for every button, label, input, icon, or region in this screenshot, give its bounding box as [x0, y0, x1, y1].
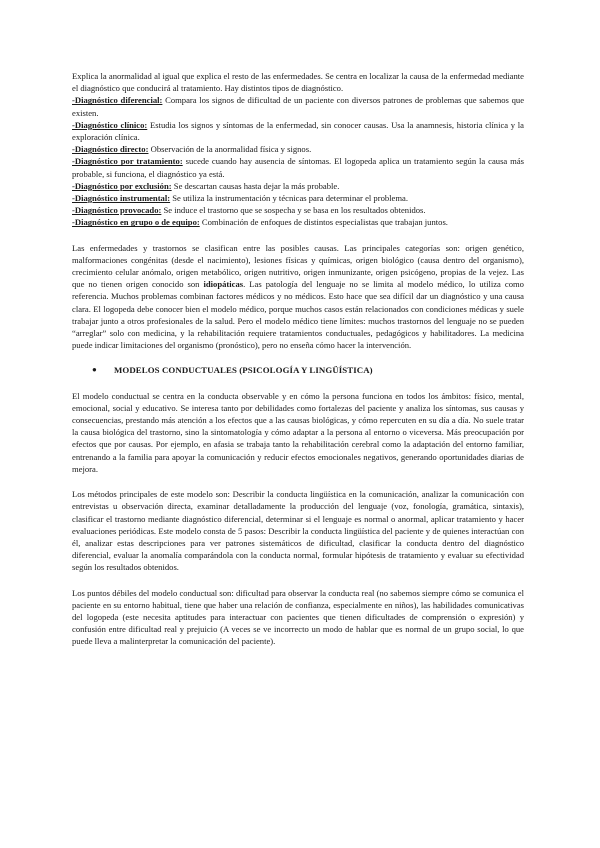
methods-paragraph: Los métodos principales de este modelo son: Describir la conducta lingüística en la comunicación, analizar la comunicación con entrevistas u observación directa, examinar detalladamente la producción del lenguaje (voz, fonología, gramática, sintaxis), clasificar el trastorno mediante diagnóstico diferencial, determinar si el lenguaje es normal o anormal, aplicar tratamiento y hacer evaluaciones periódicas. Este modelo consta de 5 pasos: Describir la conducta lingüística del paciente y de quienes interactúan con él, analizar estas descripciones para ver patrones sistemáticos de dificultad, clasificar la conducta dentro del diagnóstico diferencial, evaluar la anomalía comparándola con la conducta normal, formular hipótesis de tratamiento y evaluar su efectividad según los resultados obtenidos.: [72, 489, 524, 573]
diagnostic-item: [72, 204, 524, 216]
diagnostic-term: -Diagnóstico instrumental:: [72, 193, 171, 204]
paragraph-spacer: [72, 351, 524, 364]
bullet-icon: ●: [92, 365, 97, 375]
diagnostic-text: Se descartan causas hasta dejar la más probable.: [171, 180, 340, 191]
diagnostic-term: -Diagnóstico clínico:: [72, 119, 148, 130]
idiopathic-term: idiopáticas: [203, 279, 244, 290]
causes-text-start: Las enfermedades y trastornos se clasifican entre las posibles causas. Las principales categorías son: origen genético, malformaciones congénitas (desde el nacimiento), lesiones físicas y químicas, origen biológico (causa dentro del organismo), crecimiento celular anómalo, origen metabólico, origen nutritivo, origen inmunizante, origen psicógeno, propias de la vejez. Las que no tienen origen conocido son: [72, 242, 524, 290]
conductual-paragraph: El modelo conductual se centra en la conducta observable y en cómo la persona funciona en todos los ámbitos: físico, mental, emocional, social y educativo. Se interesa tanto por debilidades como fortalezas del paciente y analiza los síntomas, sus causas y consecuencias, prestando más atención a los efectos que a las causas biológicas, y cómo repercuten en su día a día. No suele tratar la causa biológica del trastorno, sino la sintomatología y cómo adaptar a la persona al entorno o viceversa. Más preocupación por efectos que por causas. Por ejemplo, en afasia se trabaja tanto la rehabilitación cerebral como la adaptación del entorno familiar, entrenando a la familia para apoyar la comunicación y reducir efectos emocionales negativos, generando oportunidades diarias de mejora.: [72, 390, 524, 474]
section-heading-text: MODELOS CONDUCTUALES (PSICOLOGÍA Y LINGÜÍSTICA): [114, 365, 373, 376]
paragraph-spacer: [72, 377, 524, 390]
diagnostic-text: Se utiliza la instrumentación y técnicas para determinar el problema.: [170, 193, 409, 204]
diagnostic-item: [72, 180, 524, 192]
paragraph-spacer: [72, 475, 524, 488]
paragraph-spacer: [72, 574, 524, 587]
causes-text-end: . Las patología del lenguaje no se limita al modelo médico, lo utiliza como referencia. Muchos problemas combinan factores médicos y no médicos. Esto hace que sea difícil dar un diagnóstico y una causa clara. El logopeda debe conocer bien el modelo médico, porque muchos casos están relacionados con condiciones médicas y suele trabajar junto a otros profesionales de la salud. Pero el modelo médico tiene límites: muchos trastornos del lenguaje no se pueden “arreglar” solo con medicina, y la rehabilitación requiere tratamientos conductuales, pedagógicos y habilitadores. La medicina puede indicar limitaciones del organismo (pronóstico), pero no enseña cómo hacer la intervención.: [72, 279, 524, 351]
diagnostic-term: -Diagnóstico por tratamiento:: [72, 156, 183, 167]
diagnostic-term: -Diagnóstico en grupo o de equipo:: [72, 217, 200, 228]
paragraph-spacer: [72, 229, 524, 242]
causes-paragraph: [72, 242, 524, 352]
diagnostic-item: [72, 119, 524, 143]
diagnostic-text: Compara los signos de dificultad de un paciente con diversos patrones de problemas que sabemos que existen.: [72, 95, 525, 118]
intro-paragraph: Explica la anormalidad al igual que explica el resto de las enfermedades. Se centra en localizar la causa de la enfermedad mediante el diagnóstico que conducirá al tratamiento. Hay distintos tipos de diagnóstico.: [72, 71, 524, 94]
document-page: [72, 70, 524, 648]
diagnostic-item: [72, 216, 524, 228]
diagnostic-text: Estudia los signos y síntomas de la enfermedad, sin conocer causas. Usa la anamnesis, historia clínica y la exploración clínica.: [72, 119, 524, 143]
diagnostic-text: Combinación de enfoques de distintos especialistas que trabajan juntos.: [199, 217, 448, 228]
diagnostic-item: [72, 155, 524, 179]
diagnostic-item: [72, 192, 524, 204]
diagnostic-text: Se induce el trastorno que se sospecha y se basa en los resultados obtenidos.: [161, 205, 426, 216]
diagnostic-term: -Diagnóstico por exclusión:: [72, 180, 172, 191]
weaknesses-paragraph: Los puntos débiles del modelo conductual son: dificultad para observar la conducta real (no sabemos siempre cómo se comunica el paciente en su entorno habitual, tiene que haber una relación de confianza, especialmente en niños), las habilidades comunicativas del logopeda (este necesita aptitudes para interactuar con pacientes que tienen dificultades de comprensión o expresión) y confusión entre dificultad real y prejuicio (A veces se ve incorrecto un modo de hablar que es normal de un grupo social, lo que puede lleva a malinterpretar la comunicación del paciente).: [72, 587, 524, 647]
diagnostic-item: [72, 143, 524, 155]
diagnostic-text: Observación de la anormalidad física y signos.: [148, 144, 312, 155]
section-heading: [72, 364, 524, 376]
diagnostic-list: [72, 94, 524, 228]
diagnostic-term: -Diagnóstico directo:: [72, 144, 149, 155]
diagnostic-item: [72, 94, 524, 118]
diagnostic-text: sucede cuando hay ausencia de síntomas. El logopeda aplica un tratamiento según la causa más probable, si funciona, el diagnóstico ya está.: [72, 156, 525, 179]
diagnostic-term: -Diagnóstico diferencial:: [72, 95, 163, 106]
diagnostic-term: -Diagnóstico provocado:: [72, 205, 162, 216]
